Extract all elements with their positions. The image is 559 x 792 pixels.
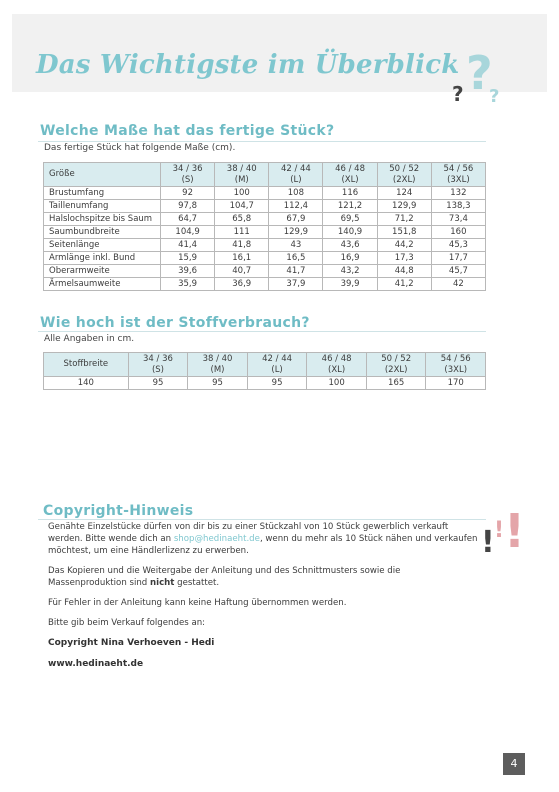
value-cell: 45,7: [431, 265, 485, 278]
value-cell: 17,7: [431, 252, 485, 265]
size-column-header: 46 / 48 (XL): [307, 353, 367, 377]
size-column-header: 42 / 44 (L): [269, 163, 323, 187]
table-row: [44, 239, 486, 252]
row-label-cell: 140: [44, 377, 129, 390]
value-cell: 44,2: [377, 239, 431, 252]
value-cell: 121,2: [323, 200, 377, 213]
value-cell: 95: [128, 377, 188, 390]
value-cell: 129,9: [269, 226, 323, 239]
size-header-cell: Größe: [44, 163, 161, 187]
fabric-width-header-cell: Stoffbreite: [44, 353, 129, 377]
value-cell: 71,2: [377, 213, 431, 226]
value-cell: 140,9: [323, 226, 377, 239]
value-cell: 124: [377, 187, 431, 200]
value-cell: 97,8: [161, 200, 215, 213]
value-cell: 16,1: [215, 252, 269, 265]
table-row: [44, 377, 486, 390]
value-cell: 100: [307, 377, 367, 390]
value-cell: 69,5: [323, 213, 377, 226]
value-cell: 151,8: [377, 226, 431, 239]
value-cell: 108: [269, 187, 323, 200]
row-label-cell: Oberarmweite: [44, 265, 161, 278]
value-cell: 41,4: [161, 239, 215, 252]
measurements-subtitle: Das fertige Stück hat folgende Maße (cm).: [44, 143, 236, 153]
value-cell: 104,9: [161, 226, 215, 239]
exclamation-large-icon: !: [504, 504, 525, 558]
copyright-credit-website: www.hedinaeht.de: [48, 659, 144, 669]
value-cell: 16,9: [323, 252, 377, 265]
table-row: [44, 187, 486, 200]
measurements-table: [43, 162, 486, 291]
value-cell: 95: [188, 377, 248, 390]
measurements-heading: Welche Maße hat das fertige Stück?: [40, 123, 335, 139]
value-cell: 37,9: [269, 278, 323, 291]
question-mark-dark-icon: ?: [452, 82, 464, 106]
value-cell: 40,7: [215, 265, 269, 278]
value-cell: 42: [431, 278, 485, 291]
size-column-header: 42 / 44 (L): [247, 353, 307, 377]
copyright-heading: Copyright-Hinweis: [43, 503, 194, 519]
value-cell: 73,4: [431, 213, 485, 226]
exclamation-small-icon: !: [494, 518, 505, 543]
copyright-paragraph-copying: Das Kopieren und die Weitergabe der Anleitung und des Schnittmusters sowie die Massenproduktion sind nicht gestattet.: [48, 566, 401, 588]
value-cell: 41,7: [269, 265, 323, 278]
value-cell: 111: [215, 226, 269, 239]
value-cell: 15,9: [161, 252, 215, 265]
page-title: Das Wichtigste im Überblick: [36, 50, 460, 80]
value-cell: 39,9: [323, 278, 377, 291]
value-cell: 67,9: [269, 213, 323, 226]
value-cell: 35,9: [161, 278, 215, 291]
exclamation-dark-icon: !: [481, 525, 495, 560]
size-column-header: 54 / 56 (3XL): [426, 353, 486, 377]
fabric-subtitle: Alle Angaben in cm.: [44, 334, 135, 344]
copyright-rule: [38, 519, 486, 520]
fabric-table-body: [44, 377, 486, 390]
size-column-header: 46 / 48 (XL): [323, 163, 377, 187]
value-cell: 44,8: [377, 265, 431, 278]
question-mark-large-icon: ?: [466, 46, 493, 100]
row-label-cell: Brustumfang: [44, 187, 161, 200]
measurements-rule: [38, 141, 486, 142]
value-cell: 39,6: [161, 265, 215, 278]
value-cell: 129,9: [377, 200, 431, 213]
copyright-credit-name: Copyright Nina Verhoeven - Hedi: [48, 638, 215, 648]
table-row: [44, 213, 486, 226]
shop-email-link[interactable]: shop@hedinaeht.de: [173, 534, 260, 544]
value-cell: 132: [431, 187, 485, 200]
value-cell: 138,3: [431, 200, 485, 213]
size-column-header: 50 / 52 (2XL): [377, 163, 431, 187]
copyright-paragraph-license: Genähte Einzelstücke dürfen von dir bis zu einer Stückzahl von 10 Stück gewerblich verkauft werden. Bitte wende dich an shop@hedinaeht.de, wenn du mehr als 10 Stück nähen und verkaufen möchtest, um eine Händlerlizenz zu erwerben.: [48, 522, 478, 556]
copyright-paragraph-sales-note: Bitte gib beim Verkauf folgendes an:: [48, 618, 206, 628]
size-column-header: 54 / 56 (3XL): [431, 163, 485, 187]
copyright-body: [48, 521, 480, 679]
table-row: [44, 200, 486, 213]
size-column-header: 50 / 52 (2XL): [366, 353, 426, 377]
row-label-cell: Taillenumfang: [44, 200, 161, 213]
row-label-cell: Saumbundbreite: [44, 226, 161, 239]
fabric-rule: [38, 331, 486, 332]
value-cell: 17,3: [377, 252, 431, 265]
value-cell: 43,2: [323, 265, 377, 278]
row-label-cell: Seitenlänge: [44, 239, 161, 252]
value-cell: 100: [215, 187, 269, 200]
value-cell: 65,8: [215, 213, 269, 226]
table-row: [44, 226, 486, 239]
value-cell: 45,3: [431, 239, 485, 252]
measurements-table-body: [44, 187, 486, 291]
table-row: [44, 265, 486, 278]
value-cell: 16,5: [269, 252, 323, 265]
value-cell: 41,2: [377, 278, 431, 291]
value-cell: 112,4: [269, 200, 323, 213]
value-cell: 36,9: [215, 278, 269, 291]
size-column-header: 38 / 40 (M): [188, 353, 248, 377]
value-cell: 92: [161, 187, 215, 200]
value-cell: 170: [426, 377, 486, 390]
value-cell: 116: [323, 187, 377, 200]
value-cell: 41,8: [215, 239, 269, 252]
row-label-cell: Halslochspitze bis Saum: [44, 213, 161, 226]
fabric-table: [43, 352, 486, 390]
fabric-table-header: [44, 353, 486, 377]
value-cell: 165: [366, 377, 426, 390]
size-column-header: 38 / 40 (M): [215, 163, 269, 187]
value-cell: 64,7: [161, 213, 215, 226]
value-cell: 95: [247, 377, 307, 390]
measurements-table-header: [44, 163, 486, 187]
row-label-cell: Ärmelsaumweite: [44, 278, 161, 291]
value-cell: 104,7: [215, 200, 269, 213]
size-column-header: 34 / 36 (S): [161, 163, 215, 187]
table-row: [44, 252, 486, 265]
question-mark-small-icon: ?: [489, 86, 500, 107]
page-number: 4: [503, 753, 525, 775]
row-label-cell: Armlänge inkl. Bund: [44, 252, 161, 265]
fabric-heading: Wie hoch ist der Stoffverbrauch?: [40, 315, 310, 331]
value-cell: 43: [269, 239, 323, 252]
table-row: [44, 278, 486, 291]
value-cell: 43,6: [323, 239, 377, 252]
size-column-header: 34 / 36 (S): [128, 353, 188, 377]
value-cell: 160: [431, 226, 485, 239]
copyright-paragraph-liability: Für Fehler in der Anleitung kann keine Haftung übernommen werden.: [48, 598, 347, 608]
